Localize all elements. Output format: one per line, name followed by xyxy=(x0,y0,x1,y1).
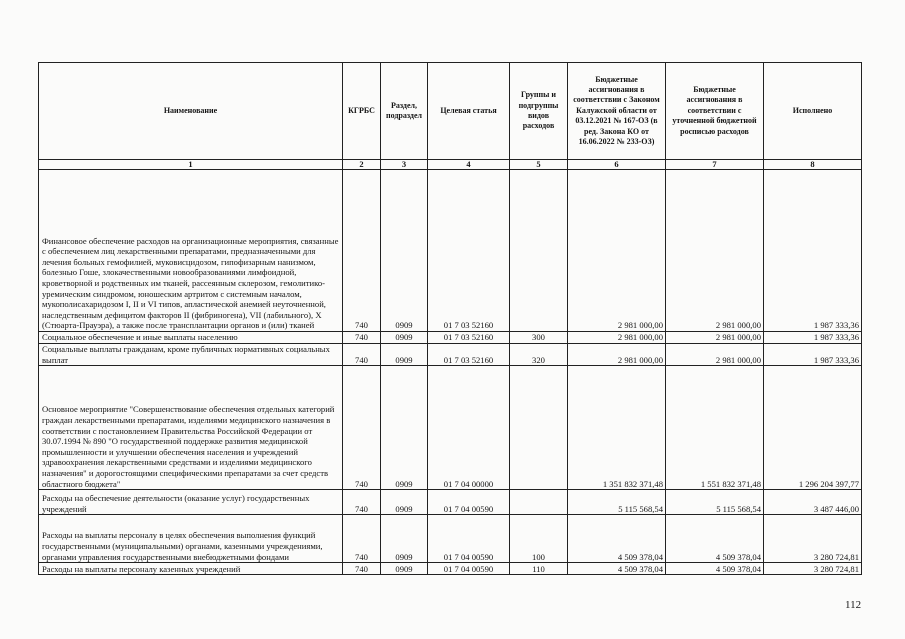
row-target: 01 7 04 00000 xyxy=(428,366,510,490)
page-number: 112 xyxy=(845,599,862,611)
row-budget-refined: 2 981 000,00 xyxy=(666,344,764,366)
row-name: Социальные выплаты гражданам, кроме публичных нормативных социальных выплат xyxy=(39,344,343,366)
budget-table xyxy=(38,62,862,575)
row-section: 0909 xyxy=(381,490,428,515)
row-executed: 3 280 724,81 xyxy=(764,563,862,575)
table-row xyxy=(39,563,862,575)
row-executed: 1 296 204 397,77 xyxy=(764,366,862,490)
row-executed: 3 280 724,81 xyxy=(764,515,862,563)
row-kgrbs: 740 xyxy=(343,563,381,575)
row-budget-law: 4 509 378,04 xyxy=(568,563,666,575)
header-kgrbs: КГРБС xyxy=(343,63,381,160)
header-section: Раздел, подраздел xyxy=(381,63,428,160)
row-budget-refined: 2 981 000,00 xyxy=(666,332,764,344)
row-executed: 1 987 333,36 xyxy=(764,332,862,344)
row-executed: 1 987 333,36 xyxy=(764,170,862,332)
column-number: 5 xyxy=(510,160,568,170)
header-target: Целевая статья xyxy=(428,63,510,160)
row-executed: 1 987 333,36 xyxy=(764,344,862,366)
table-row xyxy=(39,515,862,563)
row-group xyxy=(510,366,568,490)
row-budget-law: 2 981 000,00 xyxy=(568,332,666,344)
row-group: 300 xyxy=(510,332,568,344)
header-budget-law: Бюджетные ассигнования в соответствии с Законом Калужской области от 03.12.2021 № 167-ОЗ (в ред. Закона КО от 16.06.2022 № 233-ОЗ) xyxy=(568,63,666,160)
row-target: 01 7 04 00590 xyxy=(428,490,510,515)
row-name: Финансовое обеспечение расходов на организационные мероприятия, связанные с обеспечением лиц лекарственными препаратами, предназначенными для лечения больных гемофилией, муковисцидозом, гипофизарным нанизмом, болезнью Гоше, злокачественными новообразованиями лимфоидной, кроветворной и родственных им тканей, рассеянным склерозом, гемолитико-уремическим синдромом, юношеским артритом с системным началом, мукополисахаридозом I, II и VI типов, апластической анемией неуточненной, наследственным дефицитом факторов II (фибриногена), VII (лабильного), X (Стюарта-Прауэра), а также после трансплантации органов и (или) тканей xyxy=(39,170,343,332)
row-name: Расходы на выплаты персоналу в целях обеспечения выполнения функций государственными (муниципальными) органами, казенными учреждениями, органами управления государственными внебюджетными фондами xyxy=(39,515,343,563)
row-target: 01 7 03 52160 xyxy=(428,344,510,366)
column-number: 1 xyxy=(39,160,343,170)
row-budget-refined: 4 509 378,04 xyxy=(666,515,764,563)
row-name: Расходы на выплаты персоналу казенных учреждений xyxy=(39,563,343,575)
column-number-row xyxy=(39,160,862,170)
row-name: Социальное обеспечение и иные выплаты населению xyxy=(39,332,343,344)
row-group xyxy=(510,490,568,515)
row-budget-refined: 1 551 832 371,48 xyxy=(666,366,764,490)
row-section: 0909 xyxy=(381,366,428,490)
column-number: 2 xyxy=(343,160,381,170)
row-kgrbs: 740 xyxy=(343,366,381,490)
row-kgrbs: 740 xyxy=(343,332,381,344)
row-target: 01 7 04 00590 xyxy=(428,515,510,563)
row-section: 0909 xyxy=(381,344,428,366)
header-group: Группы и подгруппы видов расходов xyxy=(510,63,568,160)
row-budget-law: 4 509 378,04 xyxy=(568,515,666,563)
header-budget-refined: Бюджетные ассигнования в соответствии с уточненной бюджетной росписью расходов xyxy=(666,63,764,160)
header-row xyxy=(39,63,862,160)
row-section: 0909 xyxy=(381,563,428,575)
column-number: 4 xyxy=(428,160,510,170)
row-section: 0909 xyxy=(381,170,428,332)
row-kgrbs: 740 xyxy=(343,490,381,515)
row-kgrbs: 740 xyxy=(343,515,381,563)
row-section: 0909 xyxy=(381,515,428,563)
row-group: 100 xyxy=(510,515,568,563)
column-number: 7 xyxy=(666,160,764,170)
row-name: Основное мероприятие "Совершенствование обеспечения отдельных категорий граждан лекарственными препаратами, изделиями медицинского назначения в соответствии с постановлением Правительства Российской Федерации от 30.07.1994 № 890 "О государственной поддержке развития медицинской промышленности и улучшении обеспечения населения и учреждений здравоохранения лекарственными средствами и изделиями медицинского назначения" и дорогостоящими специфическими препаратами за счет средств областного бюджета" xyxy=(39,366,343,490)
row-budget-law: 5 115 568,54 xyxy=(568,490,666,515)
table-row xyxy=(39,490,862,515)
row-target: 01 7 04 00590 xyxy=(428,563,510,575)
row-name: Расходы на обеспечение деятельности (оказание услуг) государственных учреждений xyxy=(39,490,343,515)
row-budget-refined: 5 115 568,54 xyxy=(666,490,764,515)
row-kgrbs: 740 xyxy=(343,170,381,332)
row-group: 110 xyxy=(510,563,568,575)
row-budget-law: 2 981 000,00 xyxy=(568,344,666,366)
table-row xyxy=(39,170,862,332)
row-target: 01 7 03 52160 xyxy=(428,170,510,332)
row-kgrbs: 740 xyxy=(343,344,381,366)
row-budget-refined: 2 981 000,00 xyxy=(666,170,764,332)
row-executed: 3 487 446,00 xyxy=(764,490,862,515)
row-group: 320 xyxy=(510,344,568,366)
row-budget-refined: 4 509 378,04 xyxy=(666,563,764,575)
header-executed: Исполнено xyxy=(764,63,862,160)
column-number: 3 xyxy=(381,160,428,170)
row-section: 0909 xyxy=(381,332,428,344)
row-group xyxy=(510,170,568,332)
header-name: Наименование xyxy=(39,63,343,160)
column-number: 8 xyxy=(764,160,862,170)
column-number: 6 xyxy=(568,160,666,170)
row-budget-law: 1 351 832 371,48 xyxy=(568,366,666,490)
table-row xyxy=(39,344,862,366)
row-budget-law: 2 981 000,00 xyxy=(568,170,666,332)
table-row xyxy=(39,332,862,344)
row-target: 01 7 03 52160 xyxy=(428,332,510,344)
table-row xyxy=(39,366,862,490)
